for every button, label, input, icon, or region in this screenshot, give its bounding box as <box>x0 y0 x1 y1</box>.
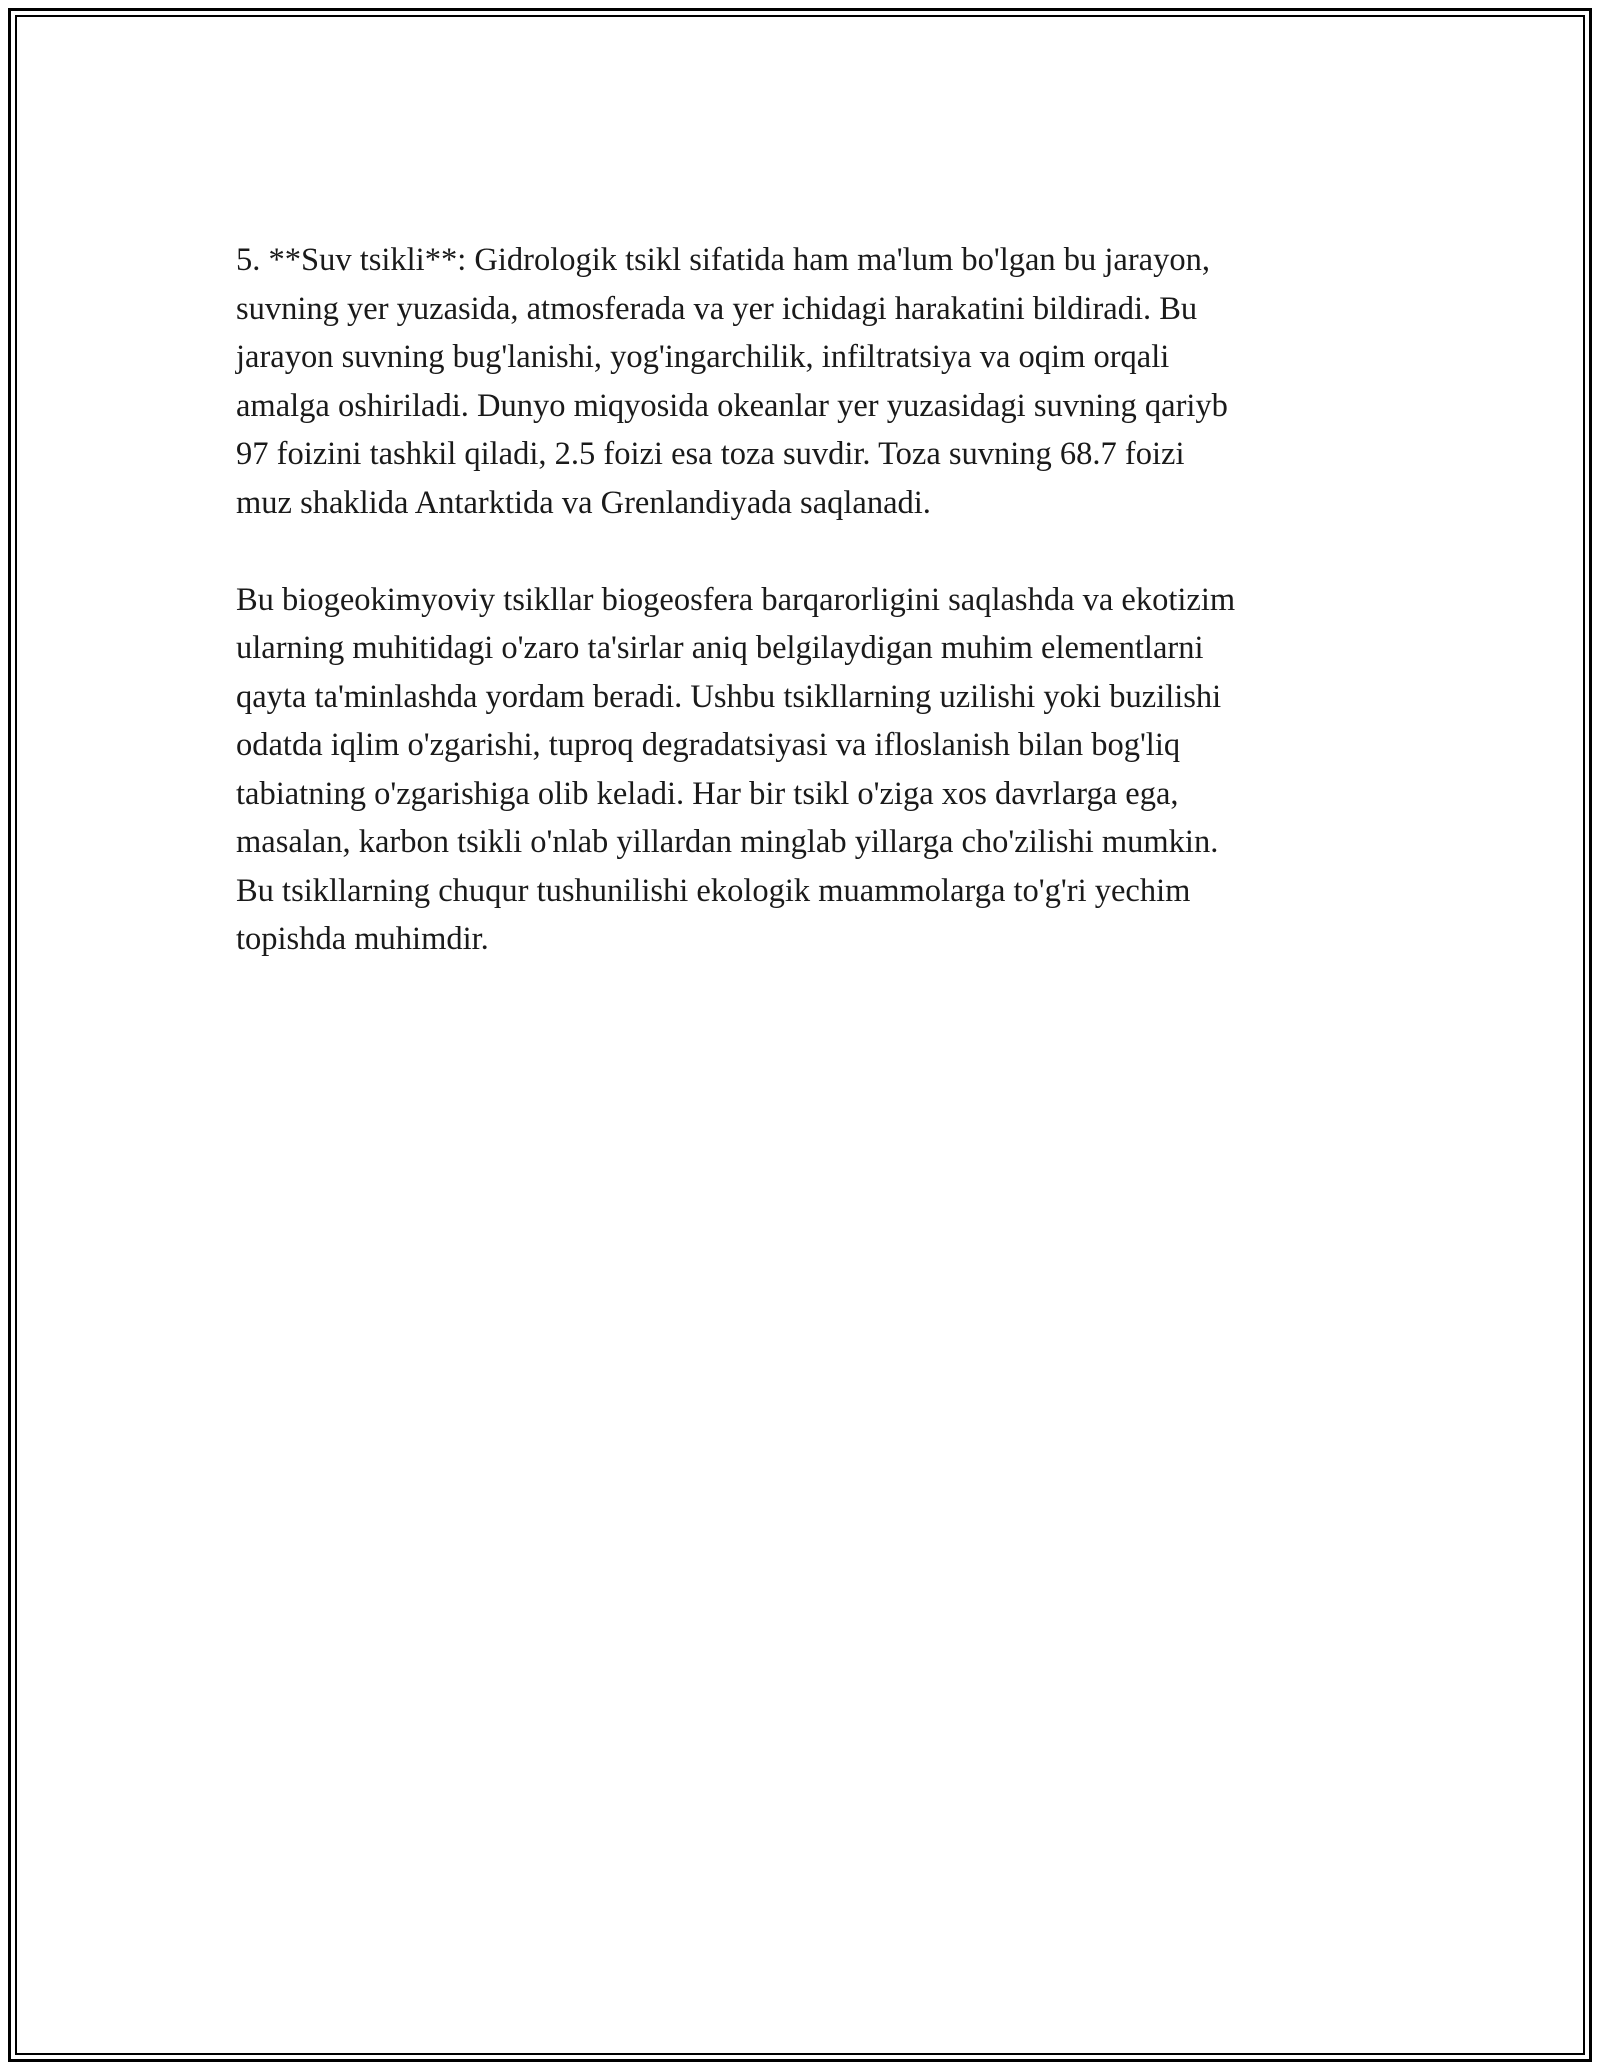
paragraph-biogeochemical-cycles: Bu biogeokimyoviy tsikllar biogeosfera barqarorligini saqlashda va ekotizim ularning muhitidagi o'zaro ta'sirlar aniq belgilaydigan muhim elementlarni qayta ta'minlashda yordam beradi. Ushbu tsikllarning uzilishi yoki buzilishi odatda iqlim o'zgarishi, tuproq degradatsiyasi va ifloslanish bilan bog'liq tabiatning o'zgarishiga olib keladi. Har bir tsikl o'ziga xos davrlarga ega, masalan, karbon tsikli o'nlab yillardan minglab yillarga cho'zilishi mumkin. Bu tsikllarning chuqur tushunilishi ekologik muammolarga to'g'ri yechim topishda muhimdir. <box>236 581 1236 957</box>
document-body <box>236 236 1376 964</box>
paragraph-water-cycle: 5. **Suv tsikli**: Gidrologik tsikl sifatida ham ma'lum bo'lgan bu jarayon, suvning yer yuzasida, atmosferada va yer ichidagi harakatini bildiradi. Bu jarayon suvning bug'lanishi, yog'ingarchilik, infiltratsiya va oqim orqali amalga oshiriladi. Dunyo miqyosida okeanlar yer yuzasidagi suvning qariyb 97 foizini tashkil qiladi, 2.5 foizi esa toza suvdir. Toza suvning 68.7 foizi muz shaklida Antarktida va Grenlandiyada saqlanadi. <box>236 242 1228 521</box>
